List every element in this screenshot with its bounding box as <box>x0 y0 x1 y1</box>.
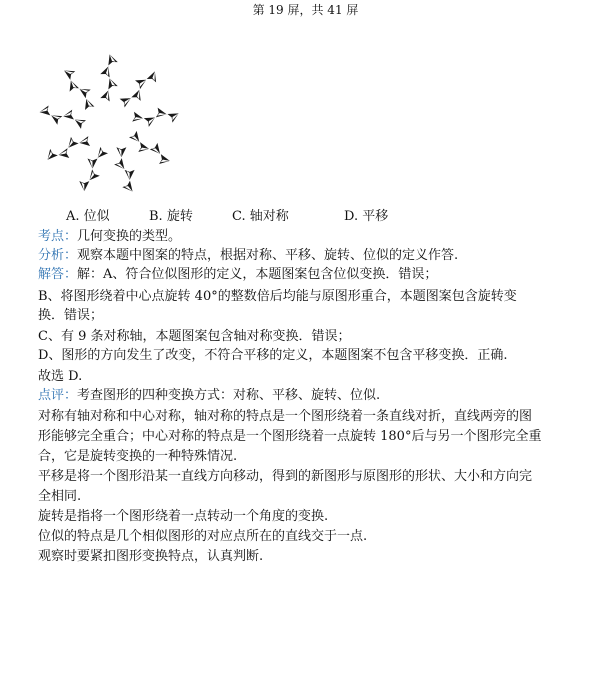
pattern-arrow <box>78 136 90 148</box>
option-c-analysis: C、有 9 条对称轴，本题图案包含轴对称变换．错误； <box>38 329 351 344</box>
kaodian-text: 几何变换的类型。 <box>77 229 182 244</box>
pattern-arrow <box>116 147 126 157</box>
pattern-arrow <box>100 65 113 78</box>
pattern-arrow <box>100 89 113 102</box>
pattern-arrow <box>114 158 128 172</box>
kaodian-line <box>38 225 181 244</box>
pattern-arrow <box>86 169 100 183</box>
pattern-arrow <box>138 142 150 154</box>
pattern-arrow <box>147 70 160 83</box>
pattern-arrow <box>72 115 86 129</box>
dianping-label: 点评： <box>38 388 78 403</box>
option-d-analysis: D、图形的方向发生了改变，不符合平移的定义，本题图案不包含平移变换．正确. <box>38 348 508 363</box>
paragraph-translation-1: 平移是将一个图形沿某一直线方向移动，得到的新图形与原图形的形状、大小和方向完 <box>38 469 533 484</box>
pattern-arrow <box>82 97 95 110</box>
pattern-arm <box>76 144 109 196</box>
pattern-arrow <box>88 159 98 169</box>
fenxi-line <box>38 244 458 263</box>
pattern-arm <box>131 104 180 130</box>
pattern-arrow <box>77 85 91 99</box>
paragraph-symmetry-3: 合，它是旋转变换的一种特殊情况. <box>38 449 238 464</box>
pattern-arrow <box>62 66 76 80</box>
pattern-arm <box>42 129 93 169</box>
pattern-arrow <box>156 108 168 120</box>
option-b[interactable]: B. 旋转 <box>149 209 193 224</box>
option-d[interactable]: D. 平移 <box>344 209 389 224</box>
pattern-arrow <box>131 88 144 101</box>
paragraph-conclusion: 观察时要紧扣图形变换特点，认真判断. <box>38 549 264 564</box>
rotational-arrow-pattern-icon <box>38 50 180 200</box>
option-c[interactable]: C. 轴对称 <box>232 209 289 224</box>
pattern-arrow <box>58 148 70 160</box>
pattern-arm <box>117 64 162 113</box>
pattern-arm <box>100 53 117 102</box>
paragraph-symmetry-1: 对称有轴对称和中心对称，轴对称的特点是一个图形绕着一条直线对折，直线两旁的图 <box>38 409 533 424</box>
dianping-line <box>38 384 380 403</box>
pattern-arm <box>125 129 176 169</box>
answer-options <box>66 205 446 223</box>
pattern-arrow <box>79 181 89 191</box>
pattern-arrow <box>167 109 180 123</box>
pattern-arrow <box>94 147 108 161</box>
paragraph-homothety: 位似的特点是几个相似图形的对应点所在的直线交于一点. <box>38 529 368 544</box>
page-indicator: 第 19 屏，共 41 屏 <box>252 3 359 17</box>
pattern-arrow <box>135 75 149 89</box>
answer-line: 故选 D. <box>38 369 83 384</box>
pattern-arrow <box>39 105 51 117</box>
pattern-arrow <box>105 53 118 66</box>
paragraph-translation-2: 全相同. <box>38 489 82 504</box>
jieda-label: 解答： <box>38 267 78 282</box>
pattern-arrow <box>62 110 74 122</box>
pattern-arrow <box>122 181 136 195</box>
pattern-arrow <box>105 77 118 90</box>
paragraph-rotation: 旋转是指将一个图形绕着一点转动一个角度的变换. <box>38 509 329 524</box>
fenxi-label: 分析： <box>38 248 78 263</box>
pattern-arrow <box>159 154 171 166</box>
fenxi-text: 观察本题中图案的特点，根据对称、平移、旋转、位似的定义作答. <box>77 248 459 263</box>
paragraph-symmetry-2: 形能够完全重合；中心对称的特点是一个图形绕着一点旋转 180°后与另一个图形完全重 <box>38 429 542 444</box>
pattern-arm <box>38 104 87 130</box>
pattern-arrow <box>66 79 79 92</box>
jieda-text: 解：A、符合位似图形的定义，本题图案包含位似变换．错误； <box>77 267 438 282</box>
pattern-arrow <box>120 94 134 108</box>
option-b-analysis-1: B、将图形绕着中心点旋转 40°的整数倍后均能与原图形重合，本题图案包含旋转变 <box>38 289 517 304</box>
pattern-arrow <box>125 170 135 180</box>
kaodian-label: 考点： <box>38 229 78 244</box>
jieda-line <box>38 263 437 282</box>
pattern-arm <box>109 144 142 196</box>
pattern-arm <box>56 64 101 113</box>
option-b-analysis-2: 换．错误； <box>38 308 104 323</box>
pattern-arrow <box>49 111 63 125</box>
dianping-text: 考查图形的四种变换方式：对称、平移、旋转、位似. <box>77 388 381 403</box>
pattern-arrow <box>132 112 144 124</box>
pattern-arrow <box>44 149 58 163</box>
pattern-arrow <box>144 113 158 127</box>
option-a[interactable]: A. 位似 <box>66 209 110 224</box>
